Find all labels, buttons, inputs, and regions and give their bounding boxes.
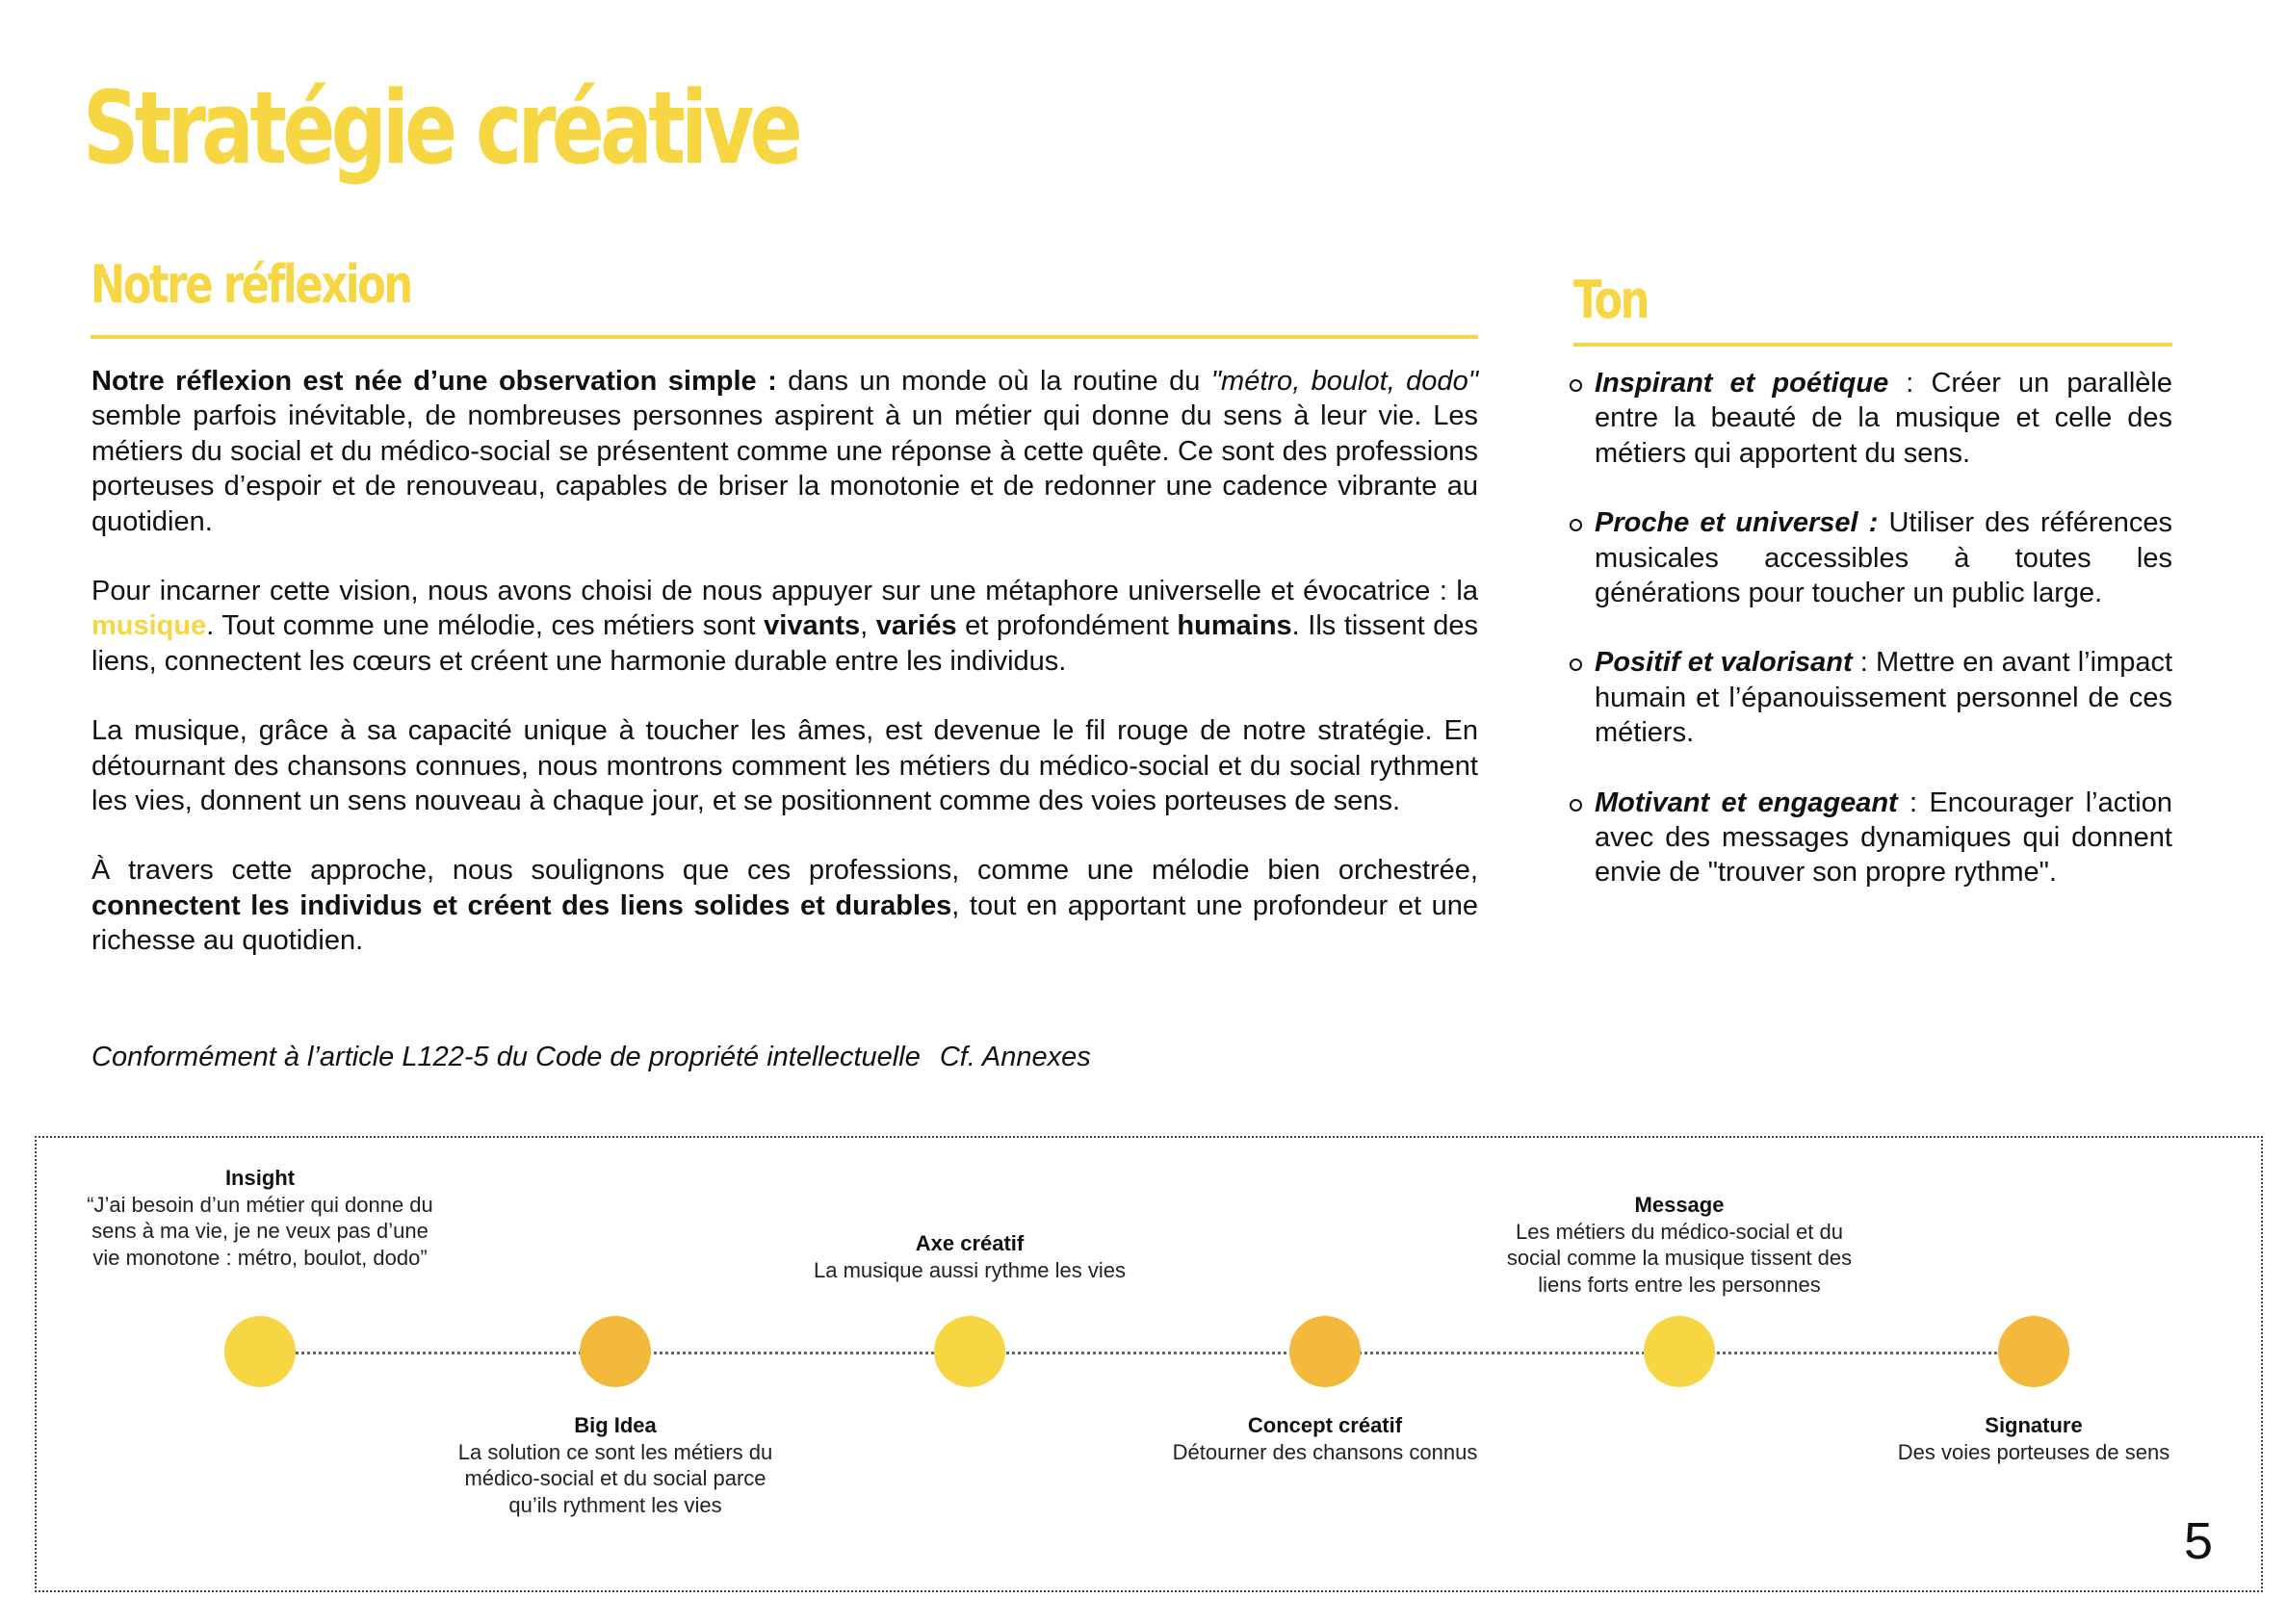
timeline-dot-message [1644, 1316, 1715, 1387]
ton-item: Inspirant et poétique : Créer un parallèle entre la beauté de la musique et celle des métiers qui apportent du sens. [1595, 366, 2172, 471]
timeline-step-axe-creatif: Axe créatif La musique aussi rythme les vies [813, 1231, 1127, 1282]
reflexion-lead: Notre réflexion est née d’une observation simple : [91, 366, 777, 397]
ton-list [1595, 366, 2172, 925]
timeline-dot-concept-creatif [1289, 1316, 1361, 1387]
annex-reference: Cf. Annexes [939, 1042, 1091, 1072]
timeline-dot-big-idea [580, 1316, 651, 1387]
reflexion-rule [91, 335, 1478, 339]
timeline-line [260, 1352, 2032, 1354]
timeline-dot-signature [1998, 1316, 2069, 1387]
timeline-step-concept-creatif: Concept créatif Détourner des chansons connus [1172, 1413, 1478, 1464]
ton-item: Positif et valorisant : Mettre en avant l’impact humain et l’épanouissement personnel de ces métiers. [1595, 645, 2172, 750]
timeline-dot-axe-creatif [934, 1316, 1005, 1387]
ton-rule [1573, 343, 2172, 347]
reflexion-paragraph-1: Notre réflexion est née d’une observation simple : dans un monde où la routine du "métro, boulot, dodo" semble parfois inévitable, de nombreuses personnes aspirent à un métier qui donne du sens à leur vie. Les métiers du social et du médico-social se présentent comme une réponse à cette quête. Ce sont des professions porteuses d’espoir et de renouveau, capables de briser la monotonie et de redonner une cadence vibrante au quotidien. [91, 366, 1478, 537]
ton-item: Proche et universel : Utiliser des références musicales accessibles à toutes les générations pour toucher un public large. [1595, 505, 2172, 610]
legal-note: Conformément à l’article L122-5 du Code de propriété intellectuelle Cf. Annexes [91, 1042, 1091, 1072]
highlight-musique: musique [91, 610, 207, 642]
timeline-step-message: Message Les métiers du médico-social et du social comme la musique tissent des liens forts entre les personnes [1506, 1193, 1853, 1297]
ton-item: Motivant et engageant : Encourager l’action avec des messages dynamiques qui donnent envie de "trouver son propre rythme". [1595, 786, 2172, 890]
reflexion-heading: Notre réflexion [91, 254, 411, 315]
ton-heading: Ton [1573, 270, 1648, 330]
reflexion-paragraph-2: Pour incarner cette vision, nous avons choisi de nous appuyer sur une métaphore universelle et évocatrice : la musique. Tout comme une mélodie, ces métiers sont vivants, variés et profondément humains. Ils tissent des liens, connectent les cœurs et créent une harmonie durable entre les individus. [91, 576, 1478, 677]
reflexion-paragraph-4: À travers cette approche, nous soulignons que ces professions, comme une mélodie bien orchestrée, connectent les individus et créent des liens solides et durables, tout en apportant une profondeur et une richesse au quotidien. [91, 855, 1478, 957]
timeline-step-signature: Signature Des voies porteuses de sens [1897, 1413, 2170, 1464]
reflexion-body [91, 364, 1478, 993]
timeline-step-big-idea: Big Idea La solution ce sont les métiers du médico-social et du social parce qu’ils rythment les vies [457, 1413, 773, 1517]
reflexion-paragraph-3: La musique, grâce à sa capacité unique à toucher les âmes, est devenue le fil rouge de notre stratégie. En détournant des chansons connues, nous montrons comment les métiers du médico-social et du social rythment les vies, donnent un sens nouveau à chaque jour, et se positionnent comme des voies porteuses de sens. [91, 715, 1478, 817]
page-number: 5 [2183, 1512, 2213, 1570]
page-title: Stratégie créative [83, 69, 798, 187]
quote-metro-boulot-dodo: "métro, boulot, dodo" [1210, 366, 1478, 397]
timeline-dot-insight [224, 1316, 296, 1387]
timeline-step-insight: Insight “J’ai besoin d’un métier qui donne du sens à ma vie, je ne veux pas d’une vie monotone : métro, boulot, dodo” [87, 1166, 433, 1270]
